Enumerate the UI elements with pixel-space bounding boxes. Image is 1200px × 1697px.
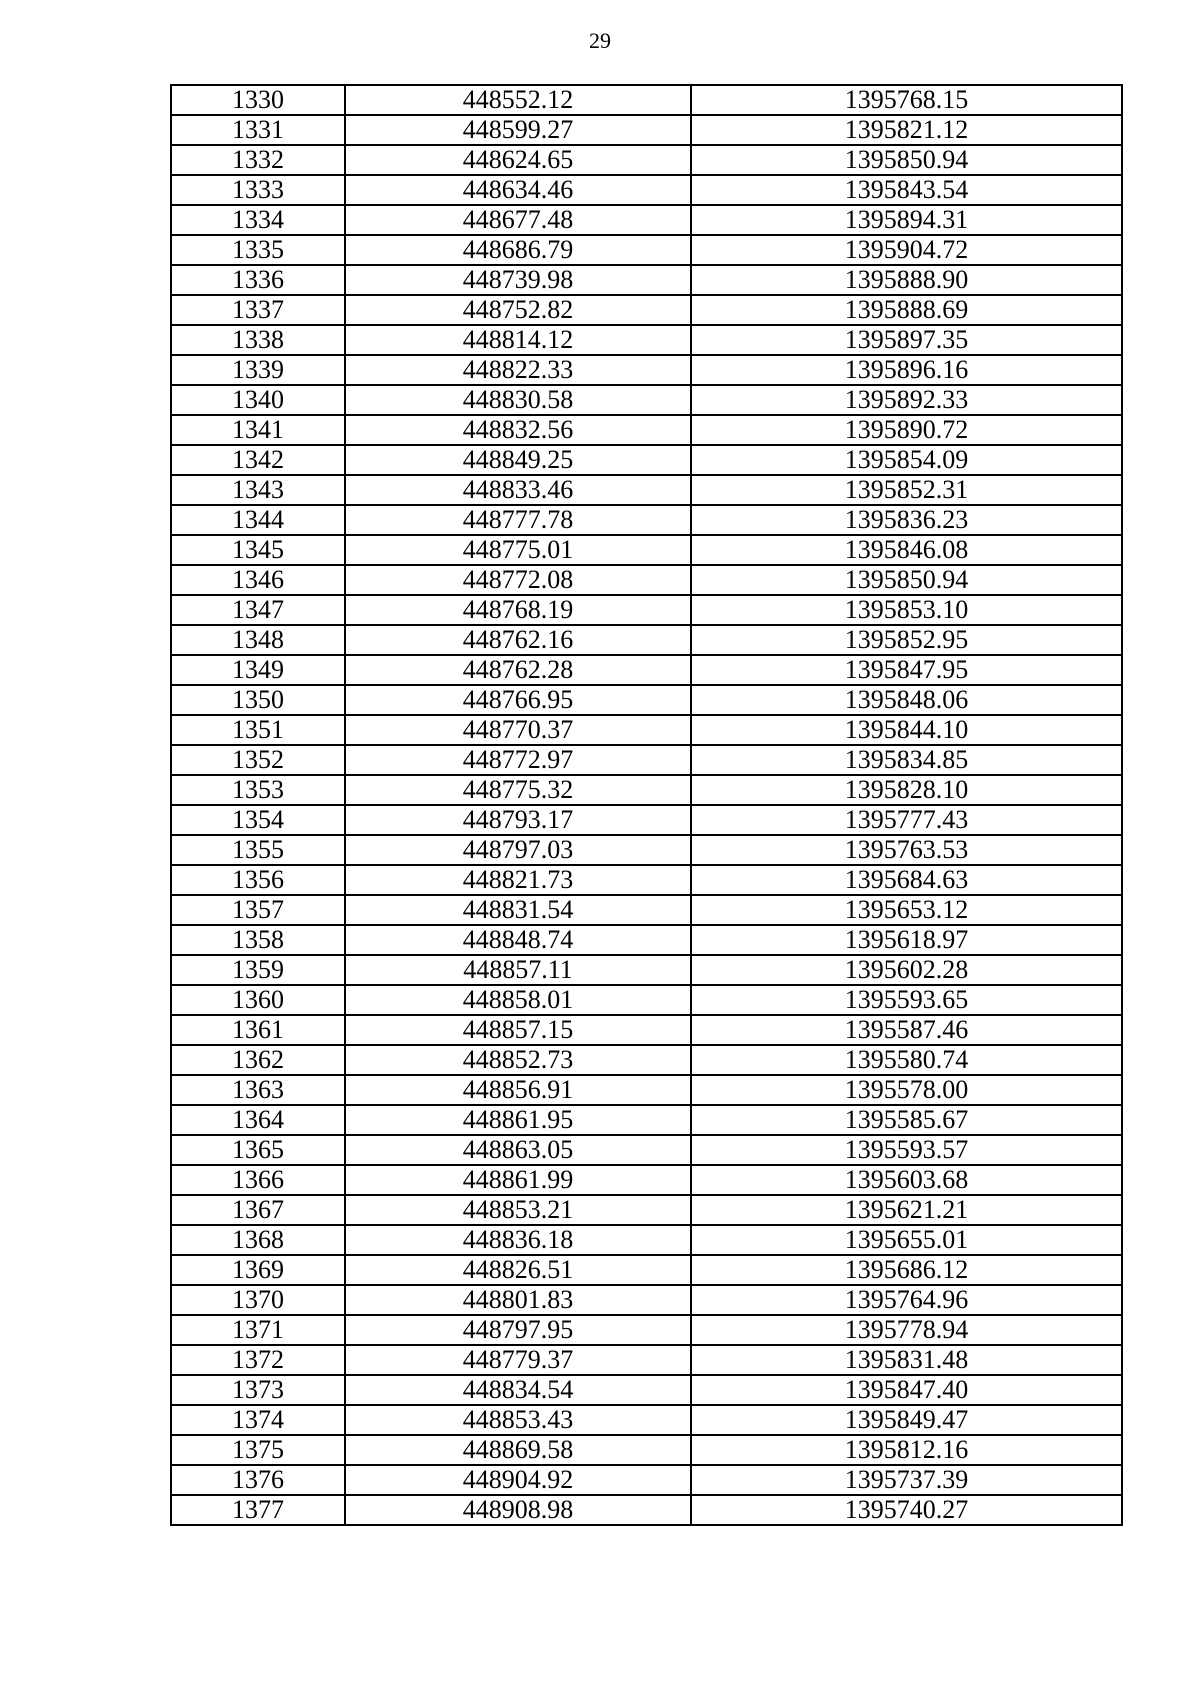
- y-coordinate-cell: 1395763.53: [691, 835, 1122, 865]
- table-row: [171, 85, 1122, 115]
- table-row: [171, 835, 1122, 865]
- point-number-cell: 1344: [171, 505, 345, 535]
- y-coordinate-cell: 1395602.28: [691, 955, 1122, 985]
- table-row: [171, 715, 1122, 745]
- table-row: [171, 1225, 1122, 1255]
- x-coordinate-cell: 448797.95: [345, 1315, 691, 1345]
- table-row: [171, 445, 1122, 475]
- point-number-cell: 1376: [171, 1465, 345, 1495]
- x-coordinate-cell: 448634.46: [345, 175, 691, 205]
- y-coordinate-cell: 1395768.15: [691, 85, 1122, 115]
- table-row: [171, 895, 1122, 925]
- x-coordinate-cell: 448552.12: [345, 85, 691, 115]
- table-row: [171, 145, 1122, 175]
- table-row: [171, 1315, 1122, 1345]
- table-row: [171, 325, 1122, 355]
- table-row: [171, 1405, 1122, 1435]
- table-row: [171, 925, 1122, 955]
- y-coordinate-cell: 1395888.90: [691, 265, 1122, 295]
- x-coordinate-cell: 448762.16: [345, 625, 691, 655]
- table-row: [171, 955, 1122, 985]
- x-coordinate-cell: 448869.58: [345, 1435, 691, 1465]
- table-row: [171, 1105, 1122, 1135]
- table-row: [171, 355, 1122, 385]
- point-number-cell: 1363: [171, 1075, 345, 1105]
- y-coordinate-cell: 1395836.23: [691, 505, 1122, 535]
- point-number-cell: 1342: [171, 445, 345, 475]
- x-coordinate-cell: 448856.91: [345, 1075, 691, 1105]
- y-coordinate-cell: 1395740.27: [691, 1495, 1122, 1525]
- table-row: [171, 1495, 1122, 1525]
- y-coordinate-cell: 1395778.94: [691, 1315, 1122, 1345]
- y-coordinate-cell: 1395850.94: [691, 565, 1122, 595]
- point-number-cell: 1343: [171, 475, 345, 505]
- x-coordinate-cell: 448832.56: [345, 415, 691, 445]
- table-row: [171, 1345, 1122, 1375]
- table-row: [171, 1375, 1122, 1405]
- x-coordinate-cell: 448822.33: [345, 355, 691, 385]
- x-coordinate-cell: 448908.98: [345, 1495, 691, 1525]
- x-coordinate-cell: 448677.48: [345, 205, 691, 235]
- table-row: [171, 175, 1122, 205]
- x-coordinate-cell: 448830.58: [345, 385, 691, 415]
- point-number-cell: 1334: [171, 205, 345, 235]
- x-coordinate-cell: 448686.79: [345, 235, 691, 265]
- x-coordinate-cell: 448861.99: [345, 1165, 691, 1195]
- point-number-cell: 1339: [171, 355, 345, 385]
- x-coordinate-cell: 448836.18: [345, 1225, 691, 1255]
- point-number-cell: 1333: [171, 175, 345, 205]
- table-row: [171, 1075, 1122, 1105]
- x-coordinate-cell: 448857.15: [345, 1015, 691, 1045]
- y-coordinate-cell: 1395890.72: [691, 415, 1122, 445]
- table-row: [171, 205, 1122, 235]
- point-number-cell: 1355: [171, 835, 345, 865]
- point-number-cell: 1365: [171, 1135, 345, 1165]
- y-coordinate-cell: 1395847.95: [691, 655, 1122, 685]
- table-row: [171, 1165, 1122, 1195]
- x-coordinate-cell: 448739.98: [345, 265, 691, 295]
- table-row: [171, 1195, 1122, 1225]
- y-coordinate-cell: 1395777.43: [691, 805, 1122, 835]
- y-coordinate-cell: 1395844.10: [691, 715, 1122, 745]
- x-coordinate-cell: 448853.21: [345, 1195, 691, 1225]
- point-number-cell: 1341: [171, 415, 345, 445]
- point-number-cell: 1349: [171, 655, 345, 685]
- y-coordinate-cell: 1395904.72: [691, 235, 1122, 265]
- x-coordinate-cell: 448833.46: [345, 475, 691, 505]
- y-coordinate-cell: 1395843.54: [691, 175, 1122, 205]
- x-coordinate-cell: 448772.08: [345, 565, 691, 595]
- y-coordinate-cell: 1395585.67: [691, 1105, 1122, 1135]
- point-number-cell: 1345: [171, 535, 345, 565]
- x-coordinate-cell: 448826.51: [345, 1255, 691, 1285]
- x-coordinate-cell: 448904.92: [345, 1465, 691, 1495]
- point-number-cell: 1340: [171, 385, 345, 415]
- table-row: [171, 295, 1122, 325]
- point-number-cell: 1375: [171, 1435, 345, 1465]
- table-row: [171, 505, 1122, 535]
- point-number-cell: 1331: [171, 115, 345, 145]
- table-row: [171, 115, 1122, 145]
- point-number-cell: 1351: [171, 715, 345, 745]
- point-number-cell: 1356: [171, 865, 345, 895]
- y-coordinate-cell: 1395578.00: [691, 1075, 1122, 1105]
- table-row: [171, 985, 1122, 1015]
- x-coordinate-cell: 448814.12: [345, 325, 691, 355]
- x-coordinate-cell: 448624.65: [345, 145, 691, 175]
- table-row: [171, 565, 1122, 595]
- y-coordinate-cell: 1395587.46: [691, 1015, 1122, 1045]
- point-number-cell: 1354: [171, 805, 345, 835]
- table-row: [171, 865, 1122, 895]
- x-coordinate-cell: 448752.82: [345, 295, 691, 325]
- y-coordinate-cell: 1395854.09: [691, 445, 1122, 475]
- point-number-cell: 1330: [171, 85, 345, 115]
- table-row: [171, 1135, 1122, 1165]
- x-coordinate-cell: 448797.03: [345, 835, 691, 865]
- y-coordinate-cell: 1395618.97: [691, 925, 1122, 955]
- y-coordinate-cell: 1395737.39: [691, 1465, 1122, 1495]
- y-coordinate-cell: 1395764.96: [691, 1285, 1122, 1315]
- y-coordinate-cell: 1395852.31: [691, 475, 1122, 505]
- y-coordinate-cell: 1395655.01: [691, 1225, 1122, 1255]
- x-coordinate-cell: 448801.83: [345, 1285, 691, 1315]
- x-coordinate-cell: 448768.19: [345, 595, 691, 625]
- y-coordinate-cell: 1395849.47: [691, 1405, 1122, 1435]
- y-coordinate-cell: 1395653.12: [691, 895, 1122, 925]
- x-coordinate-cell: 448775.01: [345, 535, 691, 565]
- y-coordinate-cell: 1395831.48: [691, 1345, 1122, 1375]
- point-number-cell: 1357: [171, 895, 345, 925]
- point-number-cell: 1362: [171, 1045, 345, 1075]
- y-coordinate-cell: 1395852.95: [691, 625, 1122, 655]
- y-coordinate-cell: 1395821.12: [691, 115, 1122, 145]
- table-row: [171, 685, 1122, 715]
- point-number-cell: 1358: [171, 925, 345, 955]
- y-coordinate-cell: 1395892.33: [691, 385, 1122, 415]
- x-coordinate-cell: 448766.95: [345, 685, 691, 715]
- point-number-cell: 1372: [171, 1345, 345, 1375]
- x-coordinate-cell: 448779.37: [345, 1345, 691, 1375]
- y-coordinate-cell: 1395834.85: [691, 745, 1122, 775]
- table-row: [171, 745, 1122, 775]
- point-number-cell: 1347: [171, 595, 345, 625]
- y-coordinate-cell: 1395897.35: [691, 325, 1122, 355]
- point-number-cell: 1332: [171, 145, 345, 175]
- point-number-cell: 1359: [171, 955, 345, 985]
- point-number-cell: 1371: [171, 1315, 345, 1345]
- x-coordinate-cell: 448831.54: [345, 895, 691, 925]
- table-row: [171, 1285, 1122, 1315]
- x-coordinate-cell: 448848.74: [345, 925, 691, 955]
- y-coordinate-cell: 1395896.16: [691, 355, 1122, 385]
- y-coordinate-cell: 1395848.06: [691, 685, 1122, 715]
- point-number-cell: 1377: [171, 1495, 345, 1525]
- point-number-cell: 1336: [171, 265, 345, 295]
- y-coordinate-cell: 1395603.68: [691, 1165, 1122, 1195]
- page-number: 29: [589, 28, 611, 53]
- y-coordinate-cell: 1395621.21: [691, 1195, 1122, 1225]
- table-row: [171, 805, 1122, 835]
- point-number-cell: 1337: [171, 295, 345, 325]
- table-row: [171, 655, 1122, 685]
- y-coordinate-cell: 1395888.69: [691, 295, 1122, 325]
- point-number-cell: 1352: [171, 745, 345, 775]
- y-coordinate-cell: 1395812.16: [691, 1435, 1122, 1465]
- table-row: [171, 1015, 1122, 1045]
- x-coordinate-cell: 448821.73: [345, 865, 691, 895]
- y-coordinate-cell: 1395593.57: [691, 1135, 1122, 1165]
- point-number-cell: 1338: [171, 325, 345, 355]
- y-coordinate-cell: 1395850.94: [691, 145, 1122, 175]
- table-row: [171, 1255, 1122, 1285]
- x-coordinate-cell: 448599.27: [345, 115, 691, 145]
- table-row: [171, 535, 1122, 565]
- x-coordinate-cell: 448772.97: [345, 745, 691, 775]
- x-coordinate-cell: 448793.17: [345, 805, 691, 835]
- table-row: [171, 475, 1122, 505]
- point-number-cell: 1360: [171, 985, 345, 1015]
- table-row: [171, 1045, 1122, 1075]
- table-row: [171, 1465, 1122, 1495]
- y-coordinate-cell: 1395847.40: [691, 1375, 1122, 1405]
- point-number-cell: 1350: [171, 685, 345, 715]
- point-number-cell: 1370: [171, 1285, 345, 1315]
- point-number-cell: 1374: [171, 1405, 345, 1435]
- point-number-cell: 1361: [171, 1015, 345, 1045]
- point-number-cell: 1348: [171, 625, 345, 655]
- table-row: [171, 1435, 1122, 1465]
- table-row: [171, 775, 1122, 805]
- x-coordinate-cell: 448852.73: [345, 1045, 691, 1075]
- table-row: [171, 265, 1122, 295]
- y-coordinate-cell: 1395828.10: [691, 775, 1122, 805]
- table-row: [171, 595, 1122, 625]
- x-coordinate-cell: 448775.32: [345, 775, 691, 805]
- x-coordinate-cell: 448834.54: [345, 1375, 691, 1405]
- y-coordinate-cell: 1395580.74: [691, 1045, 1122, 1075]
- x-coordinate-cell: 448849.25: [345, 445, 691, 475]
- point-number-cell: 1373: [171, 1375, 345, 1405]
- y-coordinate-cell: 1395686.12: [691, 1255, 1122, 1285]
- point-number-cell: 1368: [171, 1225, 345, 1255]
- point-number-cell: 1366: [171, 1165, 345, 1195]
- x-coordinate-cell: 448762.28: [345, 655, 691, 685]
- y-coordinate-cell: 1395593.65: [691, 985, 1122, 1015]
- table-row: [171, 385, 1122, 415]
- y-coordinate-cell: 1395684.63: [691, 865, 1122, 895]
- table-row: [171, 235, 1122, 265]
- table-body: [171, 85, 1122, 1525]
- coordinates-table: [170, 84, 1123, 1526]
- x-coordinate-cell: 448853.43: [345, 1405, 691, 1435]
- table-row: [171, 415, 1122, 445]
- point-number-cell: 1353: [171, 775, 345, 805]
- y-coordinate-cell: 1395894.31: [691, 205, 1122, 235]
- point-number-cell: 1346: [171, 565, 345, 595]
- table-row: [171, 625, 1122, 655]
- point-number-cell: 1367: [171, 1195, 345, 1225]
- point-number-cell: 1364: [171, 1105, 345, 1135]
- y-coordinate-cell: 1395846.08: [691, 535, 1122, 565]
- y-coordinate-cell: 1395853.10: [691, 595, 1122, 625]
- x-coordinate-cell: 448857.11: [345, 955, 691, 985]
- x-coordinate-cell: 448858.01: [345, 985, 691, 1015]
- point-number-cell: 1369: [171, 1255, 345, 1285]
- x-coordinate-cell: 448770.37: [345, 715, 691, 745]
- x-coordinate-cell: 448777.78: [345, 505, 691, 535]
- point-number-cell: 1335: [171, 235, 345, 265]
- x-coordinate-cell: 448863.05: [345, 1135, 691, 1165]
- x-coordinate-cell: 448861.95: [345, 1105, 691, 1135]
